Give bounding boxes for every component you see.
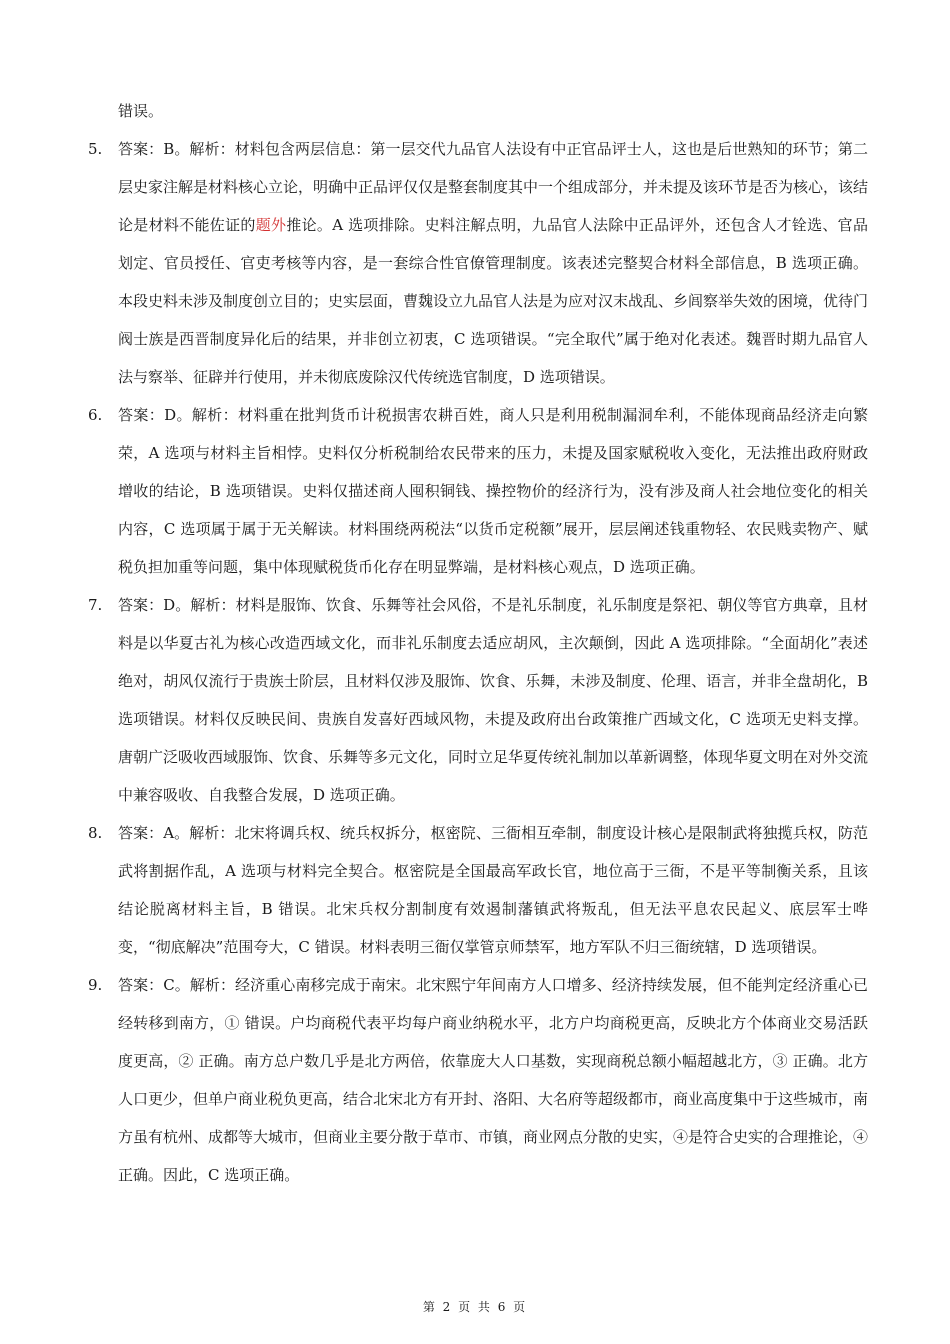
- item-text-part-2: 推论。A 选项排除。史料注解点明，九品官人法除中正品评外，还包含人才铨选、官品划定、官员授任、官吏考核等内容，是一套综合性官僚管理制度。该表述完整契合材料全部信息，B 选项正确。本段史料未涉及制度创立目的；史实层面，曹魏设立九品官人法是为应对汉末战乱、乡闾察举失效的困境，优待门阀士族是西晋制度异化后的结果，并非创立初衷，C 选项错误。“完全取代”属于绝对化表述。魏晋时期九品官人法与察举、征辟并行使用，并未彻底废除汉代传统选官制度，D 选项错误。: [118, 216, 869, 386]
- answer-item-6: [88, 396, 868, 586]
- item-number: 6.: [88, 406, 103, 424]
- item-number: 7.: [88, 596, 103, 614]
- answer-explanations: [88, 92, 868, 1194]
- answer-item-8: [88, 814, 868, 966]
- item-number: 5.: [88, 140, 103, 158]
- answer-item-5: [88, 130, 868, 396]
- continuation-line: 错误。: [118, 102, 164, 120]
- page-footer: 第 2 页 共 6 页: [422, 1300, 528, 1314]
- item-text-part-1: 答案：B。解析：材料包含两层信息：第一层交代九品官人法设有中正官品评士人，这也是后世熟知的环节；第二层史家注解是材料核心立论，明确中正品评仅仅是整套制度其中一个组成部分，并未提及该环节是否为核心，该结论是材料不能佐证的: [118, 140, 869, 234]
- item-text: 答案：D。解析：材料重在批判货币计税损害农耕百姓，商人只是利用税制漏洞牟利，不能体现商品经济走向繁荣，A 选项与材料主旨相悖。史料仅分析税制给农民带来的压力，未提及国家赋税收入变化，无法推出政府财政增收的结论，B 选项错误。史料仅描述商人囤积铜钱、操控物价的经济行为，没有涉及商人社会地位变化的相关内容，C 选项属于属于无关解读。材料围绕两税法“以货币定税额”展开，层层阐述钱重物轻、农民贱卖物产、赋税负担加重等问题，集中体现赋税货币化存在明显弊端，是材料核心观点，D 选项正确。: [118, 406, 868, 576]
- item-text: 答案：D。解析：材料是服饰、饮食、乐舞等社会风俗，不是礼乐制度，礼乐制度是祭祀、朝仪等官方典章，且材料是以华夏古礼为核心改造西域文化，而非礼乐制度去适应胡风，主次颠倒，因此 A 选项排除。“全面胡化”表述绝对，胡风仅流行于贵族士阶层，且材料仅涉及服饰、饮食、乐舞，未涉及制度、伦理、语言，并非全盘胡化，B 选项错误。材料仅反映民间、贵族自发喜好西域风物，未提及政府出台政策推广西域文化，C 选项无史料支撑。唐朝广泛吸收西域服饰、饮食、乐舞等多元文化，同时立足华夏传统礼制加以革新调整，体现华夏文明在对外交流中兼容吸收、自我整合发展，D 选项正确。: [118, 596, 869, 804]
- answer-item-7: [88, 586, 868, 814]
- item-text: 答案：A。解析：北宋将调兵权、统兵权拆分，枢密院、三衙相互牵制，制度设计核心是限制武将独揽兵权，防范武将割据作乱，A 选项与材料完全契合。枢密院是全国最高军政长官，地位高于三衙，不是平等制衡关系，且该结论脱离材料主旨，B 错误。北宋兵权分割制度有效遏制藩镇武将叛乱，但无法平息农民起义、底层军士哗变，“彻底解决”范围夸大，C 错误。材料表明三衙仅掌管京师禁军，地方军队不归三衙统辖，D 选项错误。: [118, 824, 868, 956]
- continuation-text: [88, 92, 868, 130]
- item-number: 8.: [88, 824, 103, 842]
- item-number: 9.: [88, 976, 103, 994]
- answer-item-9: [88, 966, 868, 1194]
- highlighted-term: 题外: [255, 216, 287, 234]
- item-text: 答案：C。解析：经济重心南移完成于南宋。北宋熙宁年间南方人口增多、经济持续发展，但不能判定经济重心已经转移到南方，① 错误。户均商税代表平均每户商业纳税水平，北方户均商税更高，反映北方个体商业交易活跃度更高，② 正确。南方总户数几乎是北方两倍，依靠庞大人口基数，实现商税总额小幅超越北方，③ 正确。北方人口更少，但单户商业税负更高，结合北宋北方有开封、洛阳、大名府等超级都市，商业高度集中于这些城市，南方虽有杭州、成都等大城市，但商业主要分散于草市、市镇，商业网点分散的史实，④是符合史实的合理推论，④ 正确。因此，C 选项正确。: [118, 976, 869, 1184]
